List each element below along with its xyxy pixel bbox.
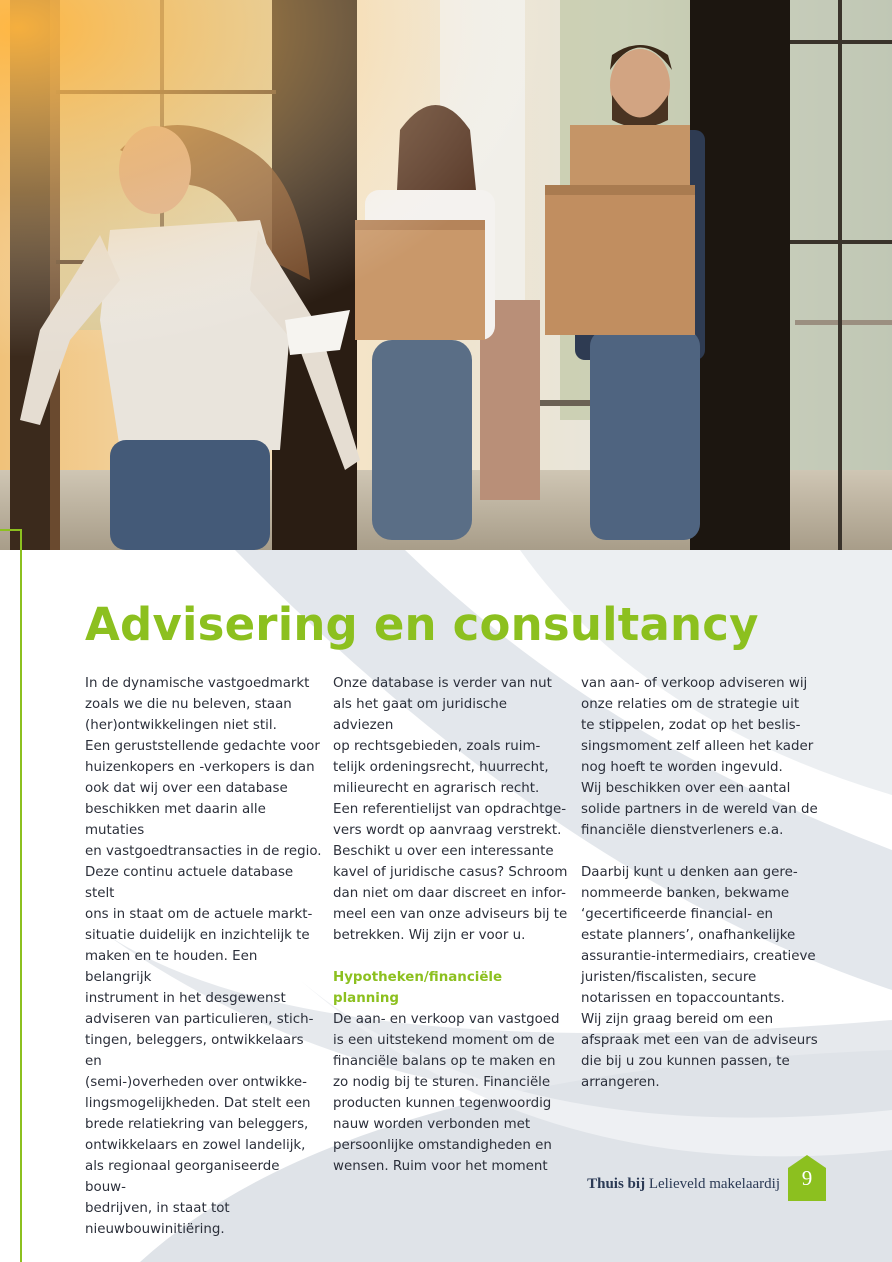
text-line: ons in staat om de actuele markt- — [85, 907, 313, 922]
text-line: estate planners’, onafhankelijke — [581, 928, 796, 943]
text-line: solide partners in de wereld van de — [581, 802, 818, 817]
text-line: Wij beschikken over een aantal — [581, 781, 791, 796]
text-line: ook dat wij over een database — [85, 781, 288, 796]
footer-brand-bold: Thuis bij — [587, 1176, 646, 1192]
text-line: meel een van onze adviseurs bij te — [333, 907, 568, 922]
text-column-1 — [85, 673, 323, 1240]
accent-rule-horizontal — [0, 529, 21, 531]
text-line: betrekken. Wij zijn er voor u. — [333, 928, 526, 943]
text-line: als het gaat om juridische adviezen — [333, 697, 508, 733]
text-line: nog hoeft te worden ingevuld. — [581, 760, 783, 775]
text-line: juristen/fiscalisten, secure — [581, 970, 757, 985]
text-line: is een uitstekend moment om de — [333, 1033, 555, 1048]
text-line: kavel of juridische casus? Schroom — [333, 865, 568, 880]
text-line: situatie duidelijk en inzichtelijk te — [85, 928, 310, 943]
text-column-2 — [333, 673, 571, 1177]
text-line: vers wordt op aanvraag verstrekt. — [333, 823, 562, 838]
text-line: milieurecht en agrarisch recht. — [333, 781, 540, 796]
page-title: Advisering en consultancy — [85, 598, 759, 651]
text-line: persoonlijke omstandigheden en — [333, 1138, 552, 1153]
text-line: singsmoment zelf alleen het kader — [581, 739, 814, 754]
paragraph-gap — [333, 946, 571, 967]
text-line: nauw worden verbonden met — [333, 1117, 531, 1132]
text-line: nieuwbouwinitiëring. — [85, 1222, 225, 1237]
text-line: Beschikt u over een interessante — [333, 844, 554, 859]
text-line: huizenkopers en -verkopers is dan — [85, 760, 315, 775]
page-number: 9 — [801, 1166, 813, 1190]
text-line: afspraak met een van de adviseurs — [581, 1033, 818, 1048]
text-line: bedrijven, in staat tot — [85, 1201, 230, 1216]
text-line: tingen, beleggers, ontwikkelaars en — [85, 1033, 304, 1069]
text-line: zoals we die nu beleven, staan — [85, 697, 292, 712]
text-line: als regionaal georganiseerde bouw- — [85, 1159, 280, 1195]
text-line: te stippelen, zodat op het beslis- — [581, 718, 801, 733]
text-line: adviseren van particulieren, stich- — [85, 1012, 314, 1027]
text-line: onze relaties om de strategie uit — [581, 697, 800, 712]
text-line: Daarbij kunt u denken aan gere- — [581, 865, 798, 880]
text-line: Wij zijn graag bereid om een — [581, 1012, 774, 1027]
text-line: notarissen en topaccountants. — [581, 991, 785, 1006]
text-line: dan niet om daar discreet en infor- — [333, 886, 566, 901]
text-column-3 — [581, 673, 819, 1093]
text-line: arrangeren. — [581, 1075, 660, 1090]
accent-rule-vertical — [20, 529, 22, 1262]
text-line: Onze database is verder van nut — [333, 676, 552, 691]
text-line: die bij u zou kunnen passen, te — [581, 1054, 790, 1069]
text-line: assurantie-intermediairs, creatieve — [581, 949, 816, 964]
text-line: nommeerde banken, bekwame — [581, 886, 790, 901]
text-line: ontwikkelaars en zowel landelijk, — [85, 1138, 306, 1153]
text-line: De aan- en verkoop van vastgoed — [333, 1012, 560, 1027]
text-line: en vastgoedtransacties in de regio. — [85, 844, 322, 859]
text-line: instrument in het desgewenst — [85, 991, 286, 1006]
text-line: telijk ordeningsrecht, huurrecht, — [333, 760, 549, 775]
text-line: lingsmogelijkheden. Dat stelt een — [85, 1096, 311, 1111]
text-line: zo nodig bij te sturen. Financiële — [333, 1075, 551, 1090]
text-line: op rechtsgebieden, zoals ruim- — [333, 739, 541, 754]
text-line: In de dynamische vastgoedmarkt — [85, 676, 310, 691]
text-line: producten kunnen tegenwoordig — [333, 1096, 552, 1111]
text-line: (semi-)overheden over ontwikke- — [85, 1075, 307, 1090]
text-line: maken en te houden. Een belangrijk — [85, 949, 258, 985]
text-line: Een referentielijst van opdrachtge- — [333, 802, 567, 817]
text-line: financiële dienstverleners e.a. — [581, 823, 784, 838]
text-line: ‘gecertificeerde financial- en — [581, 907, 774, 922]
footer-brand-name: Lelieveld makelaardij — [645, 1176, 780, 1192]
text-line: Deze continu actuele database stelt — [85, 865, 294, 901]
text-line: beschikken met daarin alle mutaties — [85, 802, 266, 838]
footer-brand — [587, 1176, 780, 1193]
text-line: financiële balans op te maken en — [333, 1054, 556, 1069]
text-line: (her)ontwikkelingen niet stil. — [85, 718, 277, 733]
text-line: van aan- of verkoop adviseren wij — [581, 676, 808, 691]
text-line: wensen. Ruim voor het moment — [333, 1159, 548, 1174]
hero-photo — [0, 0, 892, 550]
text-line: Een geruststellende gedachte voor — [85, 739, 320, 754]
paragraph-gap — [581, 841, 819, 862]
section-subheading: Hypotheken/financiële planning — [333, 970, 503, 1006]
text-line: brede relatiekring van beleggers, — [85, 1117, 309, 1132]
